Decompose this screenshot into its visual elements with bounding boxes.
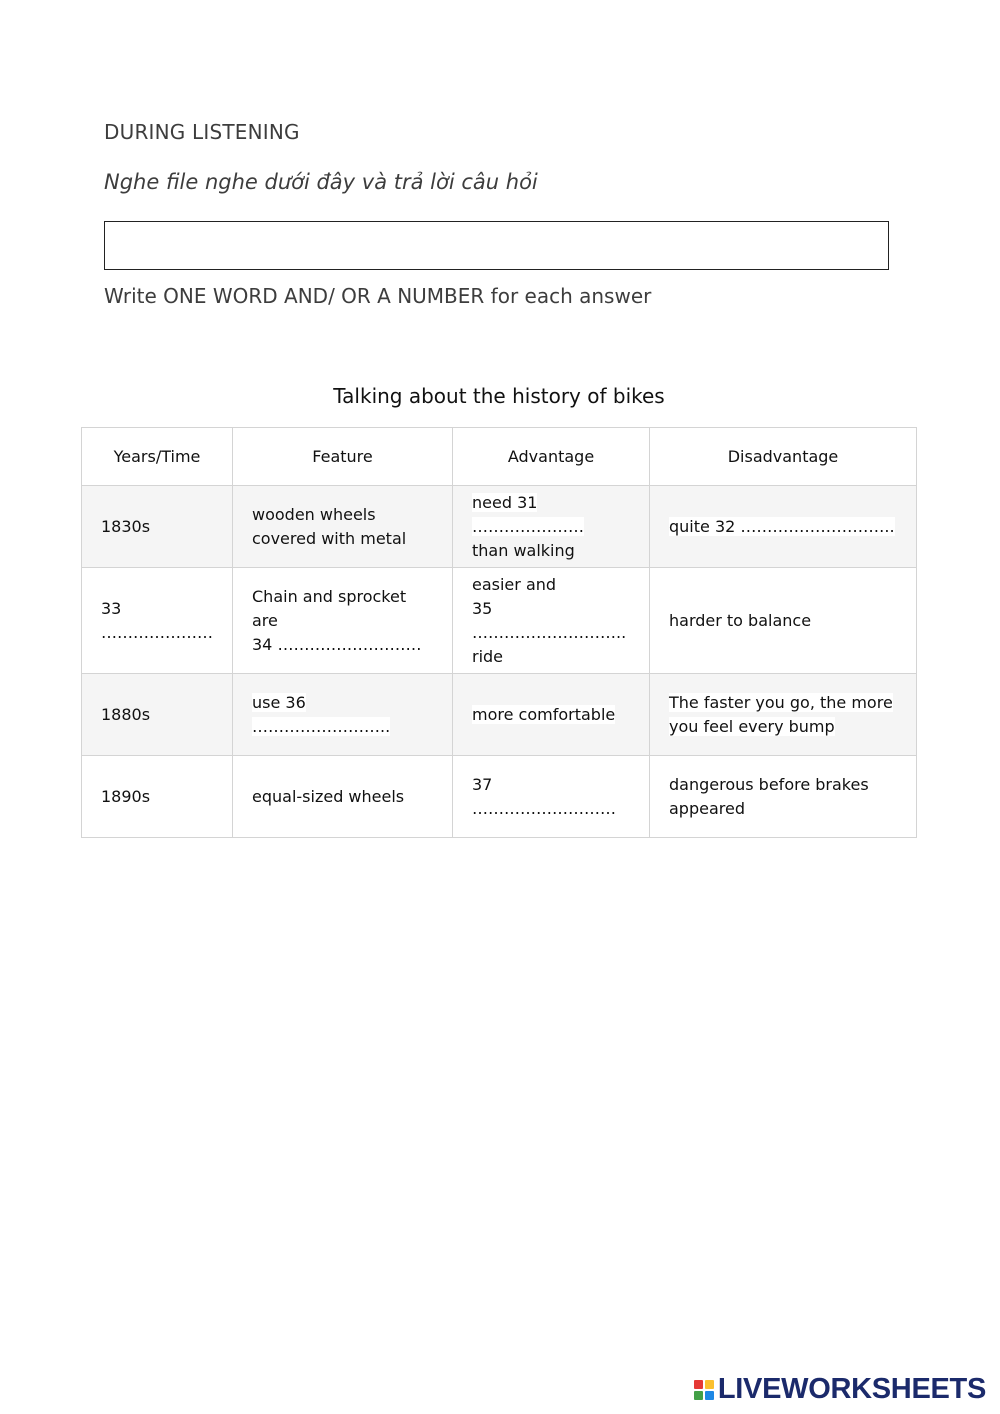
header-disadvantage: Disadvantage <box>650 428 917 486</box>
table-row <box>82 756 917 838</box>
question-number-33: 33 <box>101 598 122 618</box>
cell-feature <box>233 674 453 756</box>
cell-years: 1890s <box>82 756 233 838</box>
advantage-prefix: need <box>472 492 518 512</box>
header-feature: Feature <box>233 428 453 486</box>
table-row <box>82 568 917 674</box>
cell-advantage <box>453 756 650 838</box>
question-number-36: 36 <box>285 692 306 712</box>
answer-blank-35[interactable]: ……………………….. <box>472 622 627 642</box>
logo-squares-icon <box>694 1380 714 1400</box>
answer-blank-37[interactable]: ……………………… <box>472 798 616 818</box>
question-number-32: 32 <box>714 516 736 536</box>
cell-years: 1880s <box>82 674 233 756</box>
question-number-37: 37 <box>472 774 493 794</box>
answer-blank-34[interactable]: ……………………… <box>272 634 422 654</box>
question-number-34: 34 <box>252 634 273 654</box>
table-title: Talking about the history of bikes <box>333 384 665 408</box>
cell-advantage <box>453 674 650 756</box>
cell-feature <box>233 568 453 674</box>
advantage-prefix: easier and <box>472 574 557 594</box>
table-row <box>82 674 917 756</box>
header-advantage: Advantage <box>453 428 650 486</box>
vietnamese-instruction: Nghe file nghe dưới đây và trả lời câu hỏi <box>104 170 538 194</box>
answer-blank-36[interactable]: …………………….. <box>252 716 391 736</box>
advantage-suffix: than walking <box>472 540 575 560</box>
logo-square-blue <box>705 1391 714 1400</box>
cell-feature: equal-sized wheels <box>233 756 453 838</box>
cell-disadvantage <box>650 486 917 568</box>
logo-square-yellow <box>705 1380 714 1389</box>
history-table <box>81 427 917 838</box>
advantage-text: more comfortable <box>472 704 616 724</box>
answer-blank-32[interactable]: ……………………….. <box>735 516 895 536</box>
cell-disadvantage: harder to balance <box>650 568 917 674</box>
cell-years <box>82 568 233 674</box>
question-number-35: 35 <box>472 598 493 618</box>
cell-advantage <box>453 486 650 568</box>
audio-player-box[interactable] <box>104 221 889 270</box>
disadvantage-prefix: quite <box>669 516 715 536</box>
table-row <box>82 486 917 568</box>
logo-square-green <box>694 1391 703 1400</box>
table-header-row <box>82 428 917 486</box>
section-heading: DURING LISTENING <box>104 120 300 144</box>
feature-prefix: Chain and sprocket are <box>252 586 407 630</box>
cell-years: 1830s <box>82 486 233 568</box>
answer-instruction: Write ONE WORD AND/ OR A NUMBER for each answer <box>104 284 652 308</box>
cell-disadvantage <box>650 674 917 756</box>
answer-blank-33[interactable]: ………………… <box>101 622 213 642</box>
disadvantage-text: The faster you go, the more you feel every bump <box>669 692 893 736</box>
logo-square-red <box>694 1380 703 1389</box>
logo-text: LIVEWORKSHEETS <box>717 1373 986 1405</box>
header-years: Years/Time <box>82 428 233 486</box>
cell-feature: wooden wheels covered with metal <box>233 486 453 568</box>
cell-advantage <box>453 568 650 674</box>
cell-disadvantage: dangerous before brakes appeared <box>650 756 917 838</box>
liveworksheets-logo <box>694 1373 986 1406</box>
feature-prefix: use <box>252 692 286 712</box>
advantage-suffix: ride <box>472 646 504 666</box>
question-number-31: 31 <box>517 492 538 512</box>
answer-blank-31[interactable]: ………………… <box>472 516 584 536</box>
